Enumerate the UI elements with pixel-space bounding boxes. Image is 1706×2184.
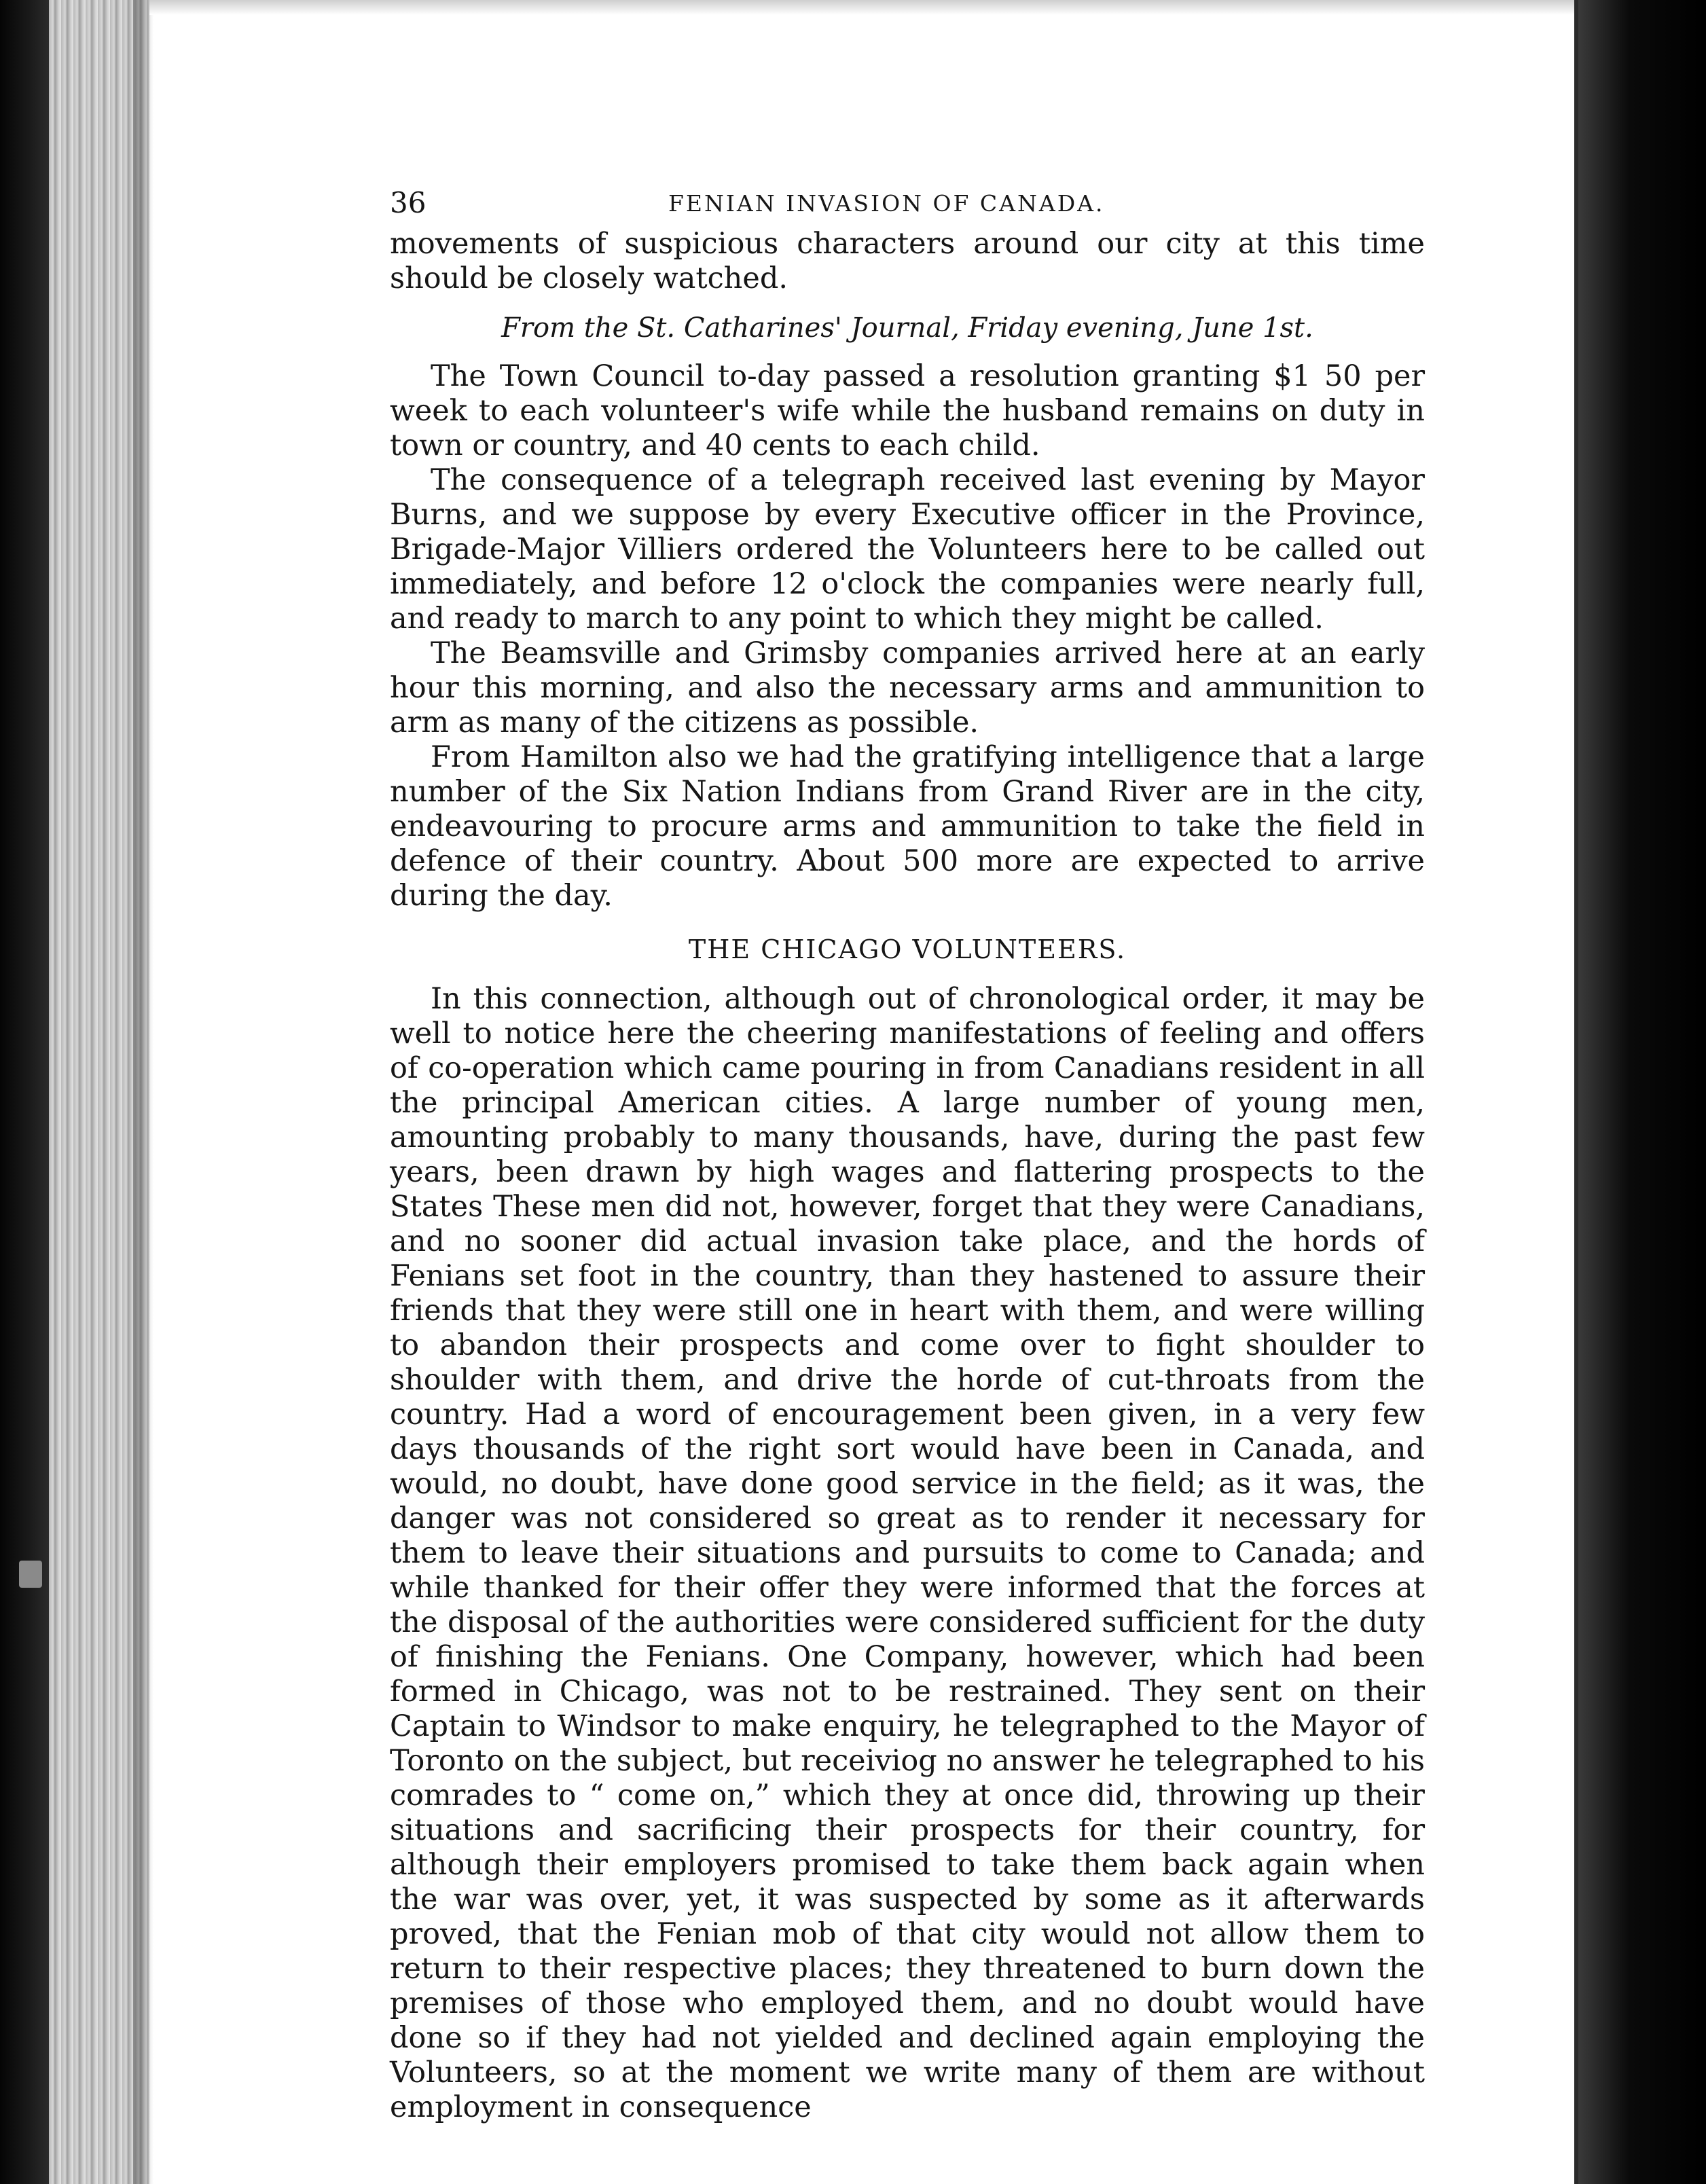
gutter-shadow bbox=[133, 0, 153, 2184]
paragraph: The Town Council to-day passed a resolution granting $1 50 per week to each volunteer's wife while the husband remains on duty in town or country, and 40 cents to each child. bbox=[390, 359, 1425, 462]
paragraph: The Beamsville and Grimsby companies arrived here at an early hour this morning, and also the necessary arms and ammunition to arm as many of the citizens as possible. bbox=[390, 636, 1425, 740]
paragraph: In this connection, although out of chronological order, it may be well to notice here the cheering manifestations of feeling and offers of co-operation which came pouring in from Canadians resident in all the principal American cities. A large number of young men, amounting probably to many thousands, have, during the past few years, been drawn by high wages and flattering prospects to the States These men did not, however, forget that they were Canadians, and no sooner did actual invasion take place, and the hords of Fenians set foot in the country, than they hastened to assure their friends that they were still one in heart with them, and were willing to abandon their prospects and come over to fight shoulder to shoulder with them, and drive the horde of cut-throats from the country. Had a word of encouragement been given, in a very few days thousands of the right sort would have been in Canada, and would, no doubt, have done good service in the field; as it was, the danger was not considered so great as to render it necessary for them to leave their situations and pursuits to come to Canada; and while thanked for their offer they were informed that the forces at the disposal of the authorities were considered sufficient for the duty of finishing the Fenians. One Company, however, which had been formed in Chicago, was not to be restrained. They sent on their Captain to Windsor to make enquiry, he telegraphed to the Mayor of Toronto on the subject, but receiviog no answer he telegraphed to his comrades to “ come on,” which they at once did, throwing up their situations and sacrificing their prospects for their country, for although their employers promised to take them back again when the war was over, yet, it was suspected by some as it afterwards proved, that the Fenian mob of that city would not allow them to return to their respective places; they threatened to burn down the premises of those who employed them, and no doubt would have done so if they had not yielded and declined again employing the Volunteers, so at the moment we write many of them are without employment in consequence bbox=[390, 982, 1425, 2124]
running-head bbox=[390, 183, 1425, 227]
binding-clip-mark bbox=[19, 1561, 42, 1588]
section-heading: THE CHICAGO VOLUNTEERS. bbox=[688, 934, 1127, 964]
body-text bbox=[390, 227, 1425, 2125]
paragraph: From Hamilton also we had the gratifying intelligence that a large number of the Six Nation Indians from Grand River are in the city, endeavouring to procure arms and ammunition to take the field in defence of their country. About 500 more are expected to arrive during the day. bbox=[390, 740, 1425, 913]
page-number: 36 bbox=[390, 186, 426, 219]
top-edge-shading bbox=[149, 0, 1574, 15]
continued-paragraph: movements of suspicious characters around our city at this time should be closely watched. bbox=[390, 227, 1425, 295]
page-content bbox=[390, 183, 1425, 2125]
paragraph: The consequence of a telegraph received last evening by Mayor Burns, and we suppose by every Executive officer in the Province, Brigade-Major Villiers ordered the Volunteers here to be called out immediately, and before 12 o'clock the companies were nearly full, and ready to march to any point to which they might be called. bbox=[390, 463, 1425, 636]
book-binding-shadow bbox=[0, 0, 49, 2184]
running-title: FENIAN INVASION OF CANADA. bbox=[668, 190, 1105, 217]
right-dark-margin bbox=[1578, 0, 1706, 2184]
source-attribution: From the St. Catharines' Journal, Friday evening, June 1st. bbox=[501, 312, 1313, 344]
